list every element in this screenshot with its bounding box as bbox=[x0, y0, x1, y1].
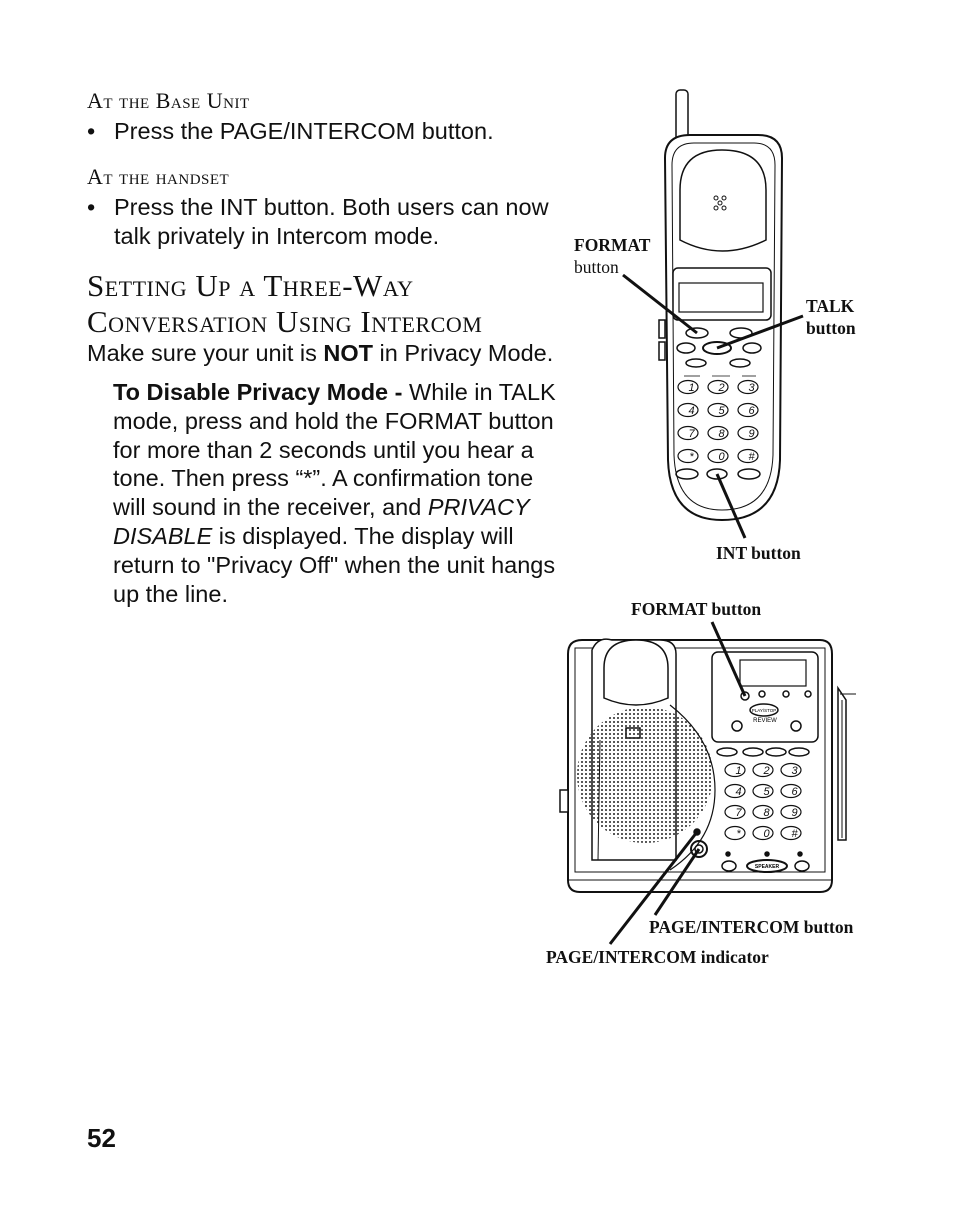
heading-base-unit: At the Base Unit bbox=[87, 88, 250, 113]
handset-earpiece bbox=[680, 150, 766, 251]
base-key-label: 2 bbox=[763, 764, 770, 777]
handset-key-label: 9 bbox=[748, 427, 755, 440]
bullet-icon: • bbox=[87, 118, 96, 144]
callout-format-handset-line1: FORMAT bbox=[574, 235, 651, 255]
base-play-stop-label: PLAY/STOP bbox=[751, 708, 777, 713]
base-key-label: 4 bbox=[735, 785, 742, 798]
base-speaker-label: SPEAKER bbox=[754, 864, 780, 870]
handset-key bbox=[678, 450, 698, 463]
make-sure-after: in Privacy Mode. bbox=[373, 340, 554, 366]
page-number: 52 bbox=[87, 1123, 116, 1153]
base-key-label: 8 bbox=[763, 806, 770, 819]
handset-key-label: 8 bbox=[718, 427, 725, 440]
callout-talk bbox=[806, 295, 856, 339]
handset-key-label: 3 bbox=[748, 381, 755, 394]
base-key-label: * bbox=[736, 827, 741, 840]
section-title-line2: Conversation Using Intercom bbox=[87, 304, 483, 339]
callout-format-handset bbox=[574, 234, 650, 278]
privacy-text-2: is displayed. The display will return to "Privacy Off" when the unit hangs up the line. bbox=[113, 522, 556, 607]
callout-format-handset-line2: button bbox=[574, 257, 619, 277]
base-unit-illustration bbox=[560, 639, 856, 892]
handset-key-label: 2 bbox=[718, 381, 725, 394]
handset-key-label: # bbox=[748, 450, 755, 463]
handset-key-label: * bbox=[689, 450, 694, 463]
handset-key-label: 5 bbox=[718, 404, 725, 417]
base-key-label: 9 bbox=[791, 806, 798, 819]
bullet-text: Press the PAGE/INTERCOM button. bbox=[114, 118, 494, 144]
handset-key-label: 0 bbox=[718, 450, 725, 463]
callout-format-base: FORMAT button bbox=[631, 599, 762, 619]
base-review-label: REVIEW bbox=[753, 718, 777, 724]
bullet-text: Press the INT button. Both users can now talk privately in Intercom mode. bbox=[114, 194, 549, 249]
privacy-text-1: While in TALK mode, press and hold the FORMAT button for more than 2 seconds until you hear a tone. Then press “*”. A confirmation tone will sound in the receiver, and bbox=[113, 379, 556, 521]
base-key-label: 5 bbox=[763, 785, 770, 798]
handset-key-label: 1 bbox=[688, 381, 695, 394]
base-key-label: 1 bbox=[735, 764, 742, 777]
callout-talk-line2: button bbox=[806, 318, 856, 338]
callout-int: INT button bbox=[716, 543, 801, 563]
base-key-label: 6 bbox=[791, 785, 798, 798]
make-sure-not: NOT bbox=[323, 340, 374, 366]
base-key-label: 0 bbox=[763, 827, 770, 840]
handset-key-label: 7 bbox=[688, 427, 695, 440]
base-key-label: # bbox=[791, 827, 798, 840]
bullet-icon: • bbox=[87, 194, 96, 220]
callout-talk-line1: TALK bbox=[806, 296, 855, 316]
base-key bbox=[725, 827, 745, 840]
privacy-lead: To Disable Privacy Mode - bbox=[113, 379, 410, 405]
base-key-label: 3 bbox=[791, 764, 798, 777]
callout-page-intercom-indicator: PAGE/INTERCOM indicator bbox=[546, 947, 769, 967]
handset-key-label: 6 bbox=[748, 404, 755, 417]
callout-page-intercom-button: PAGE/INTERCOM button bbox=[649, 917, 854, 937]
make-sure-before: Make sure your unit is bbox=[87, 340, 324, 366]
privacy-disable-text: PRIVACY DISABLE bbox=[113, 494, 530, 549]
base-key-label: 7 bbox=[735, 806, 742, 819]
handset-key-label: 4 bbox=[688, 404, 695, 417]
heading-handset: At the handset bbox=[87, 164, 230, 189]
section-title-line1: Setting Up a Three-Way bbox=[87, 268, 414, 303]
